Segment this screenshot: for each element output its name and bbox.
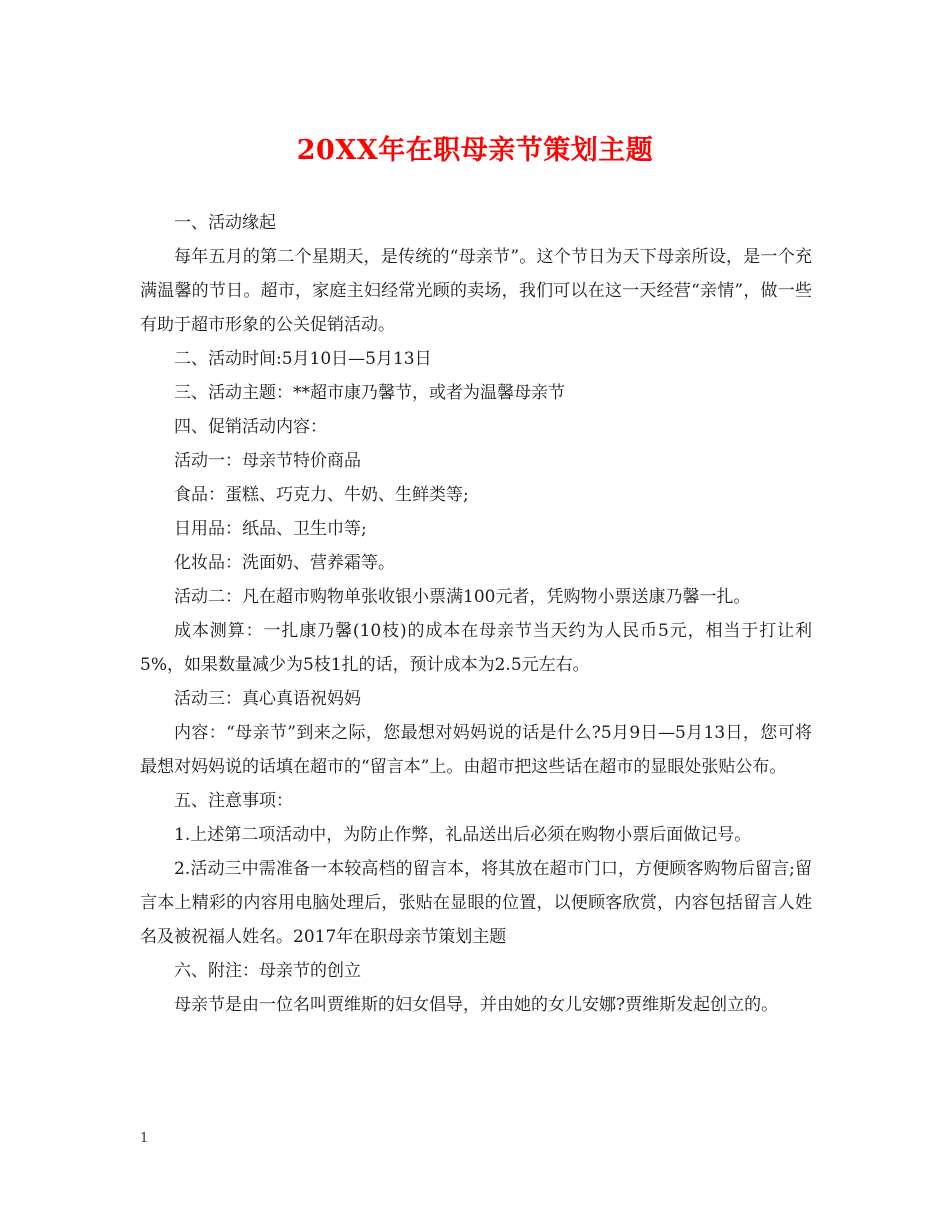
activity-one-heading: 活动一：母亲节特价商品: [174, 451, 361, 471]
note-item-2: 2.活动三中需准备一本较高档的留言本，将其放在超市门口，方便顾客购物后留言;留言本上精彩的内容用电脑处理后，张贴在显眼的位置，以便顾客欣赏，内容包括留言人姓名及被祝福人姓名。2017年在职母亲节策划主题: [140, 859, 812, 947]
section-heading-origin: 一、活动缘起: [174, 213, 276, 233]
list-item-cosmetics: 化妆品：洗面奶、营养霜等。: [174, 553, 395, 573]
list-item-food: 食品：蛋糕、巧克力、牛奶、生鲜类等;: [174, 485, 469, 505]
activity-three-heading: 活动三：真心真语祝妈妈: [174, 689, 361, 709]
section-heading-theme: 三、活动主题：**超市康乃馨节，或者为温馨母亲节: [174, 383, 565, 403]
section-heading-time: 二、活动时间:5月10日—5月13日: [174, 349, 432, 369]
document-body: [140, 206, 812, 1022]
section-heading-notes: 五、注意事项：: [174, 791, 293, 811]
cost-estimate-text: 成本测算：一扎康乃馨(10枝)的成本在母亲节当天约为人民币5元，相当于打让利5%，如果数量减少为5枝1扎的话，预计成本为2.5元左右。: [140, 621, 812, 675]
document-title: 20XX年在职母亲节策划主题: [296, 135, 654, 166]
paragraph-origin-text: 每年五月的第二个星期天，是传统的“母亲节”。这个节日为天下母亲所设，是一个充满温馨的节日。超市，家庭主妇经常光顾的卖场，我们可以在这一天经营“亲情”，做一些有助于超市形象的公关促销活动。: [140, 247, 812, 335]
note-item-1: 1.上述第二项活动中，为防止作弊，礼品送出后必须在购物小票后面做记号。: [174, 825, 752, 845]
activity-three-content: 内容：“母亲节”到来之际，您最想对妈妈说的话是什么?5月9日—5月13日，您可将最想对妈妈说的话填在超市的“留言本”上。由超市把这些话在超市的显眼处张贴公布。: [140, 723, 812, 777]
list-item-daily-goods: 日用品：纸品、卫生巾等;: [174, 519, 367, 539]
activity-two-text: 活动二：凡在超市购物单张收银小票满100元者，凭购物小票送康乃馨一扎。: [174, 587, 751, 607]
appendix-text: 母亲节是由一位名叫贾维斯的妇女倡导，并由她的女儿安娜?贾维斯发起创立的。: [174, 995, 779, 1015]
section-heading-promotions: 四、促销活动内容：: [174, 417, 327, 437]
page-number: 1: [140, 1131, 149, 1146]
section-heading-appendix: 六、附注：母亲节的创立: [174, 961, 361, 981]
